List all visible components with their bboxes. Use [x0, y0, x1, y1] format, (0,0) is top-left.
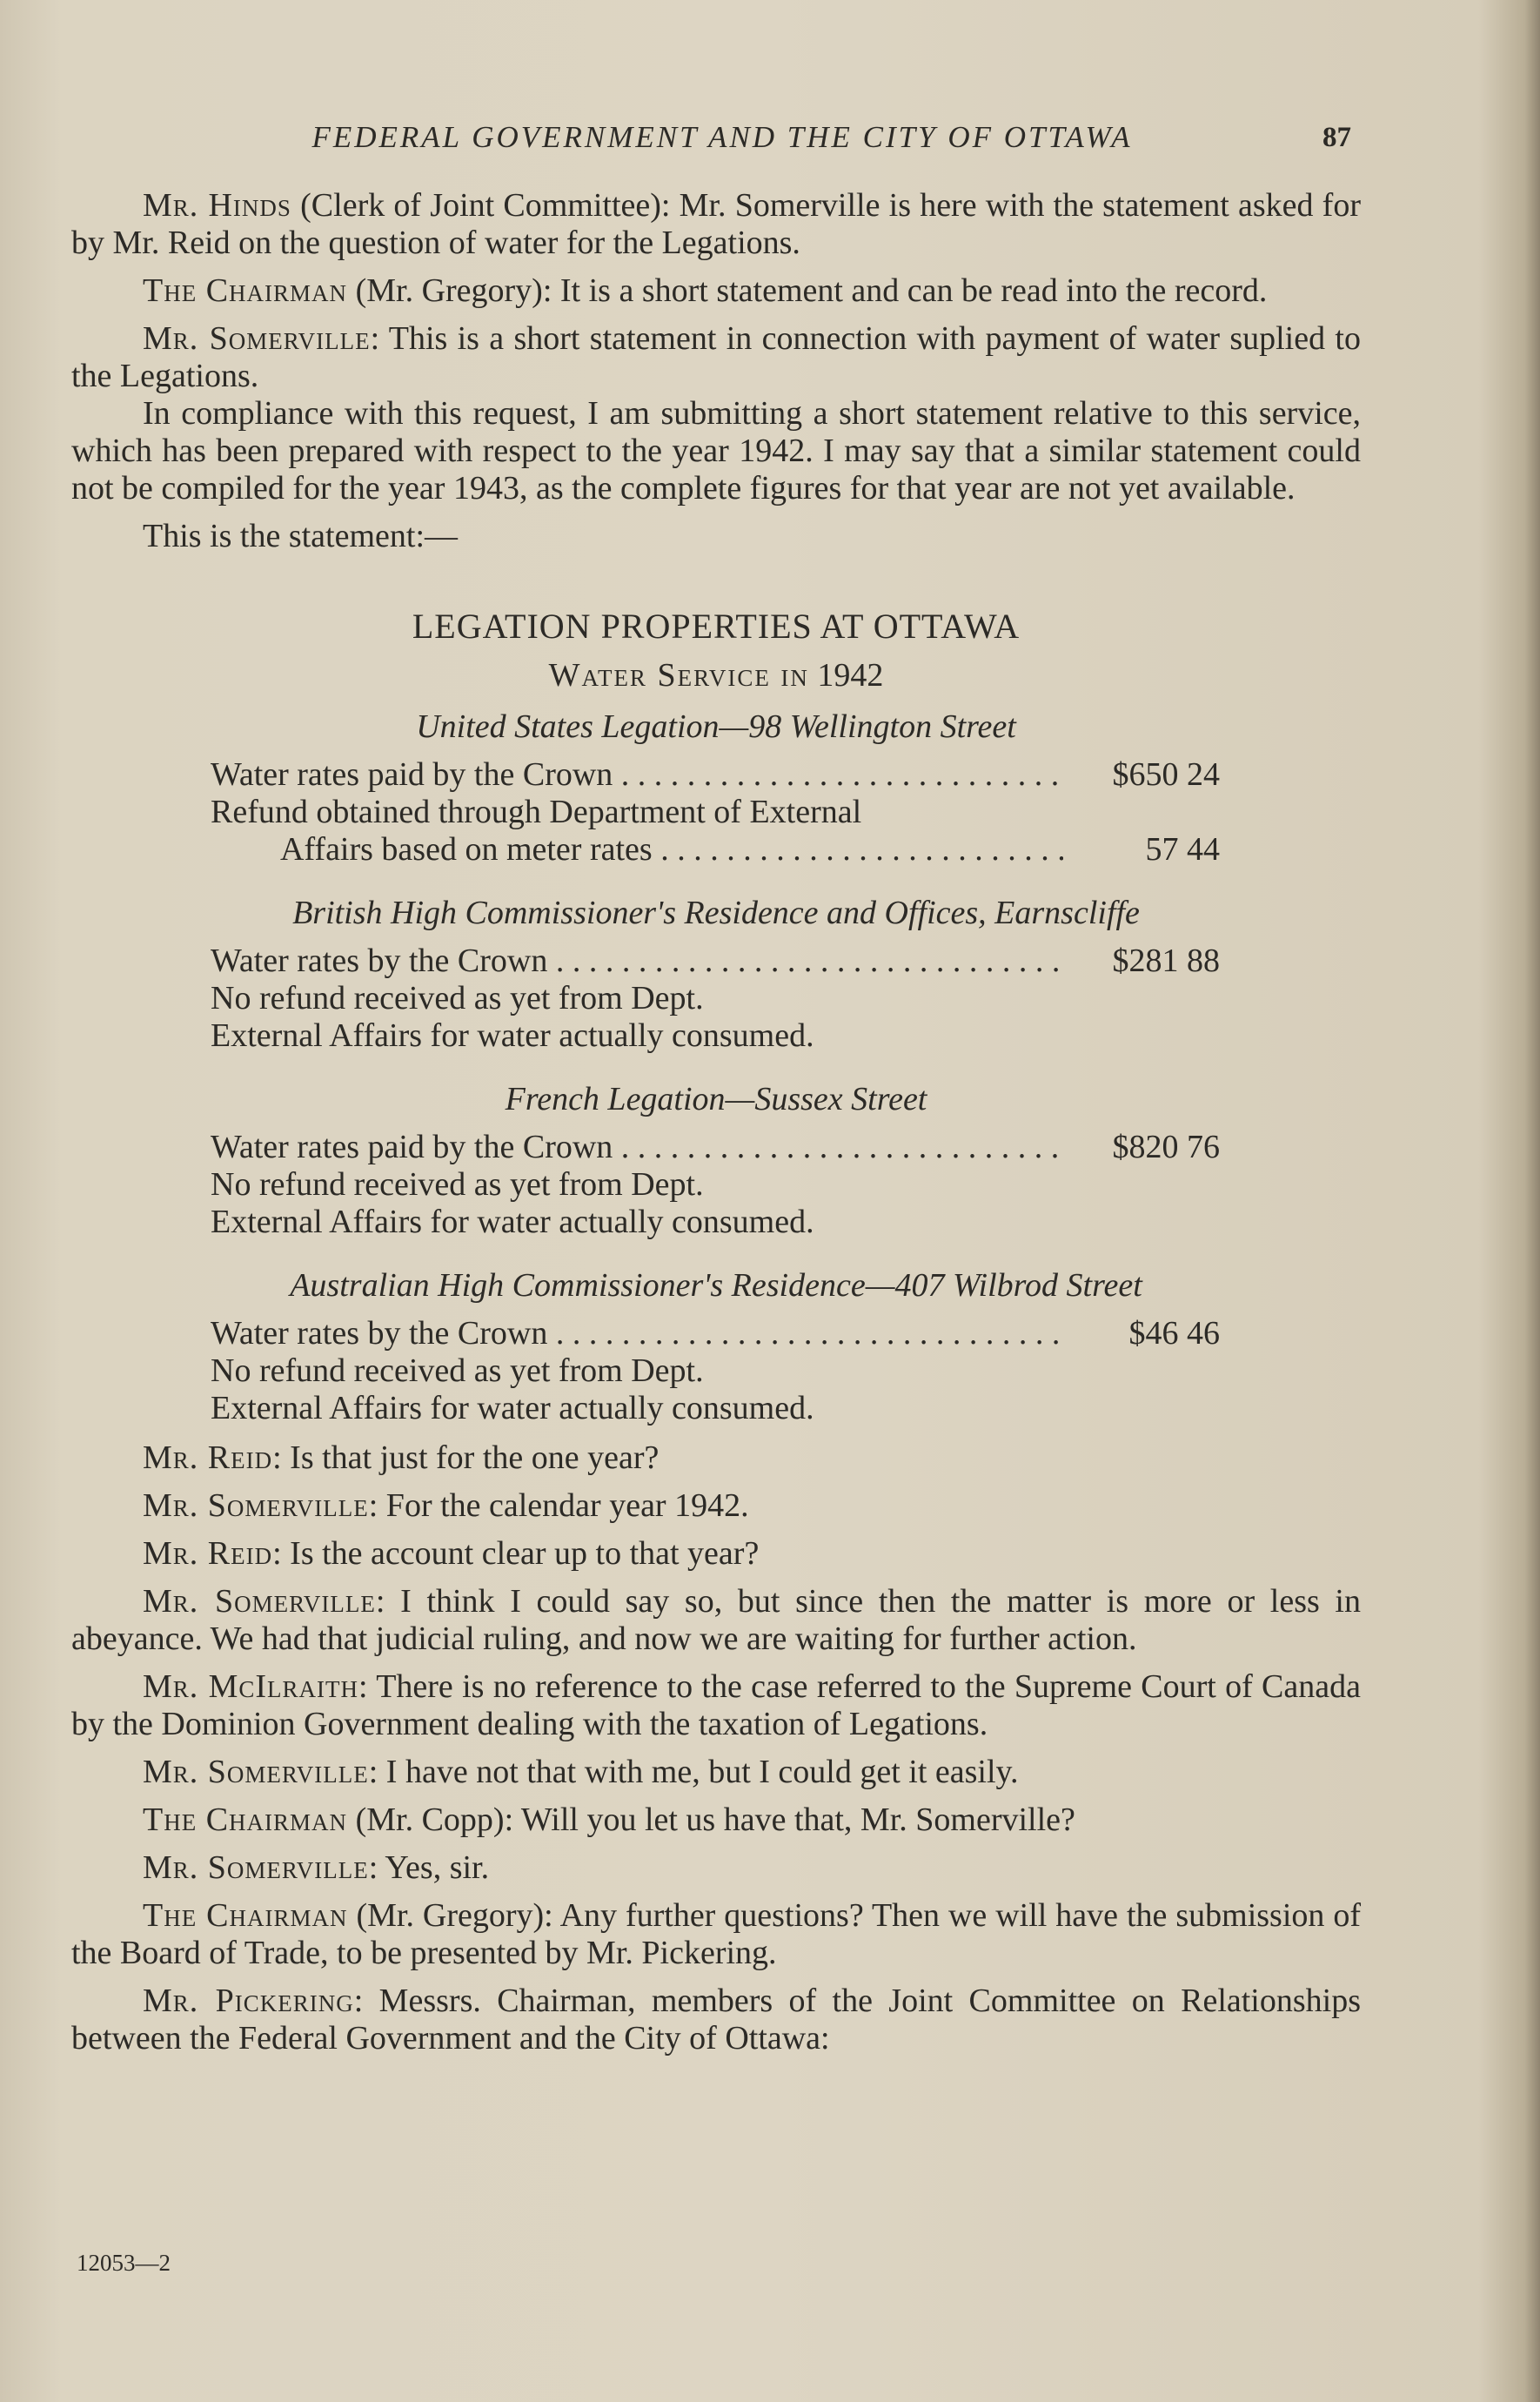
paragraph: [71, 1897, 1361, 1972]
paragraph-text: (Clerk of Joint Committee): Mr. Somerville is here with the statement asked for by Mr. Reid on the question of water for the Legations.: [71, 187, 1361, 261]
legation-table: [211, 1129, 1220, 1241]
paragraph: [71, 1754, 1361, 1791]
row-label: Water rates paid by the Crown . . .: [211, 1129, 1063, 1166]
paragraph: [71, 1802, 1361, 1839]
speaker: Mr. Reid: [143, 1535, 273, 1572]
paragraph: [71, 1983, 1361, 2057]
table-row: [211, 943, 1220, 980]
paragraph: [71, 1535, 1361, 1573]
row-amount: $281 88: [1112, 943, 1220, 979]
paragraph: [71, 1487, 1361, 1525]
paragraph: [71, 518, 1361, 555]
paragraph: [71, 1849, 1361, 1887]
paragraph-text: : Is the account clear up to that year?: [272, 1535, 760, 1572]
paragraph-text: : This is a short statement in connection with payment of water suplied to the Legations.: [71, 320, 1361, 394]
paragraph-text: (Mr. Gregory): Any further questions? Then we will have the submission of the Board of Trade, to be presented by Mr. Pickering.: [71, 1897, 1361, 1971]
speaker: The Chairman: [143, 1802, 348, 1838]
paragraph: [71, 395, 1361, 507]
speaker: Mr. Hinds: [143, 187, 291, 224]
subtitle-year: 1942: [817, 657, 884, 694]
table-note: External Affairs for water actually consumed.: [211, 1204, 814, 1240]
paragraph: [71, 1668, 1361, 1743]
row-amount: $820 76: [1112, 1129, 1220, 1165]
row-label: Affairs based on meter rates . . .: [280, 831, 1063, 869]
table-note: Refund obtained through Department of External: [211, 794, 862, 830]
table-row: [211, 756, 1220, 794]
speaker: Mr. McIlraith: [143, 1668, 359, 1705]
table-row: [211, 1129, 1220, 1166]
paragraph-text: : I think I could say so, but since then the matter is more or less in abeyance. We had that judicial ruling, and now we are waiting for further action.: [71, 1583, 1361, 1657]
speaker: Mr. Somerville: [143, 1487, 369, 1524]
table-note: No refund received as yet from Dept.: [211, 1166, 704, 1203]
speaker: Mr. Somerville: [143, 1754, 369, 1790]
paragraph-text: (Mr. Copp): Will you let us have that, Mr. Somerville?: [347, 1802, 1075, 1838]
row-label: Water rates by the Crown . . .: [211, 1315, 1063, 1352]
table-note: No refund received as yet from Dept.: [211, 980, 704, 1016]
paragraph-text: : Messrs. Chairman, members of the Joint Committee on Relationships between the Federal Government and the City of Ottawa:: [71, 1983, 1362, 2056]
legation-heading: Australian High Commissioner's Residence—407 Wilbrod Street: [290, 1267, 1142, 1304]
running-title: FEDERAL GOVERNMENT AND THE CITY OF OTTAWA: [311, 120, 1133, 154]
paragraph: [71, 1439, 1361, 1477]
row-amount: $650 24: [1112, 756, 1220, 793]
signature-mark: 12053—2: [77, 2250, 171, 2276]
table-note: No refund received as yet from Dept.: [211, 1352, 704, 1389]
paragraph-text: : For the calendar year 1942.: [368, 1487, 749, 1524]
row-label: Water rates paid by the Crown . . .: [211, 756, 1063, 794]
table-note: External Affairs for water actually consumed.: [211, 1390, 814, 1426]
speaker: Mr. Reid: [143, 1439, 273, 1476]
legation-table: [211, 1315, 1220, 1427]
legation-heading: British High Commissioner's Residence and Offices, Earnscliffe: [292, 895, 1140, 931]
paragraph: [71, 1583, 1361, 1658]
table-row: [211, 1315, 1220, 1352]
speaker: The Chairman: [143, 1897, 348, 1934]
paragraph: [71, 187, 1361, 262]
speaker: The Chairman: [143, 272, 348, 309]
row-label: Water rates by the Crown . . .: [211, 943, 1063, 980]
table-row: [211, 831, 1220, 869]
page-body: [71, 187, 1361, 2068]
statement-subtitle: [71, 657, 1361, 694]
paragraph-text: This is the statement:—: [143, 518, 459, 554]
row-amount: 57 44: [1145, 831, 1220, 868]
legation-table: [211, 756, 1220, 869]
legation-table: [211, 943, 1220, 1055]
row-amount: $46 46: [1128, 1315, 1220, 1352]
paragraph-text: : Yes, sir.: [368, 1849, 490, 1886]
paragraph-text: (Mr. Gregory): It is a short statement and can be read into the record.: [347, 272, 1268, 309]
legation-heading: United States Legation—98 Wellington Street: [416, 708, 1016, 745]
table-note: External Affairs for water actually consumed.: [211, 1017, 814, 1054]
page-number: 87: [1322, 122, 1351, 153]
subtitle-text: Water Service in: [548, 657, 809, 694]
statement-title: LEGATION PROPERTIES AT OTTAWA: [412, 607, 1021, 646]
speaker: Mr. Pickering: [143, 1983, 354, 2019]
speaker: Mr. Somerville: [143, 1583, 376, 1620]
speaker: Mr. Somerville: [143, 320, 371, 357]
speaker: Mr. Somerville: [143, 1849, 369, 1886]
paragraph-text: : I have not that with me, but I could get it easily.: [368, 1754, 1019, 1790]
legation-heading: French Legation—Sussex Street: [505, 1081, 927, 1117]
paragraph: [71, 320, 1361, 395]
paragraph-text: : Is that just for the one year?: [272, 1439, 660, 1476]
paragraph: [71, 272, 1361, 310]
paragraph-text: : There is no reference to the case referred to the Supreme Court of Canada by the Dominion Government dealing with the taxation of Legations.: [71, 1668, 1361, 1742]
paragraph-text: In compliance with this request, I am submitting a short statement relative to this service, which has been prepared with respect to the year 1942. I may say that a similar statement could not be compiled for the year 1943, as the complete figures for that year are not yet available.: [71, 395, 1361, 507]
